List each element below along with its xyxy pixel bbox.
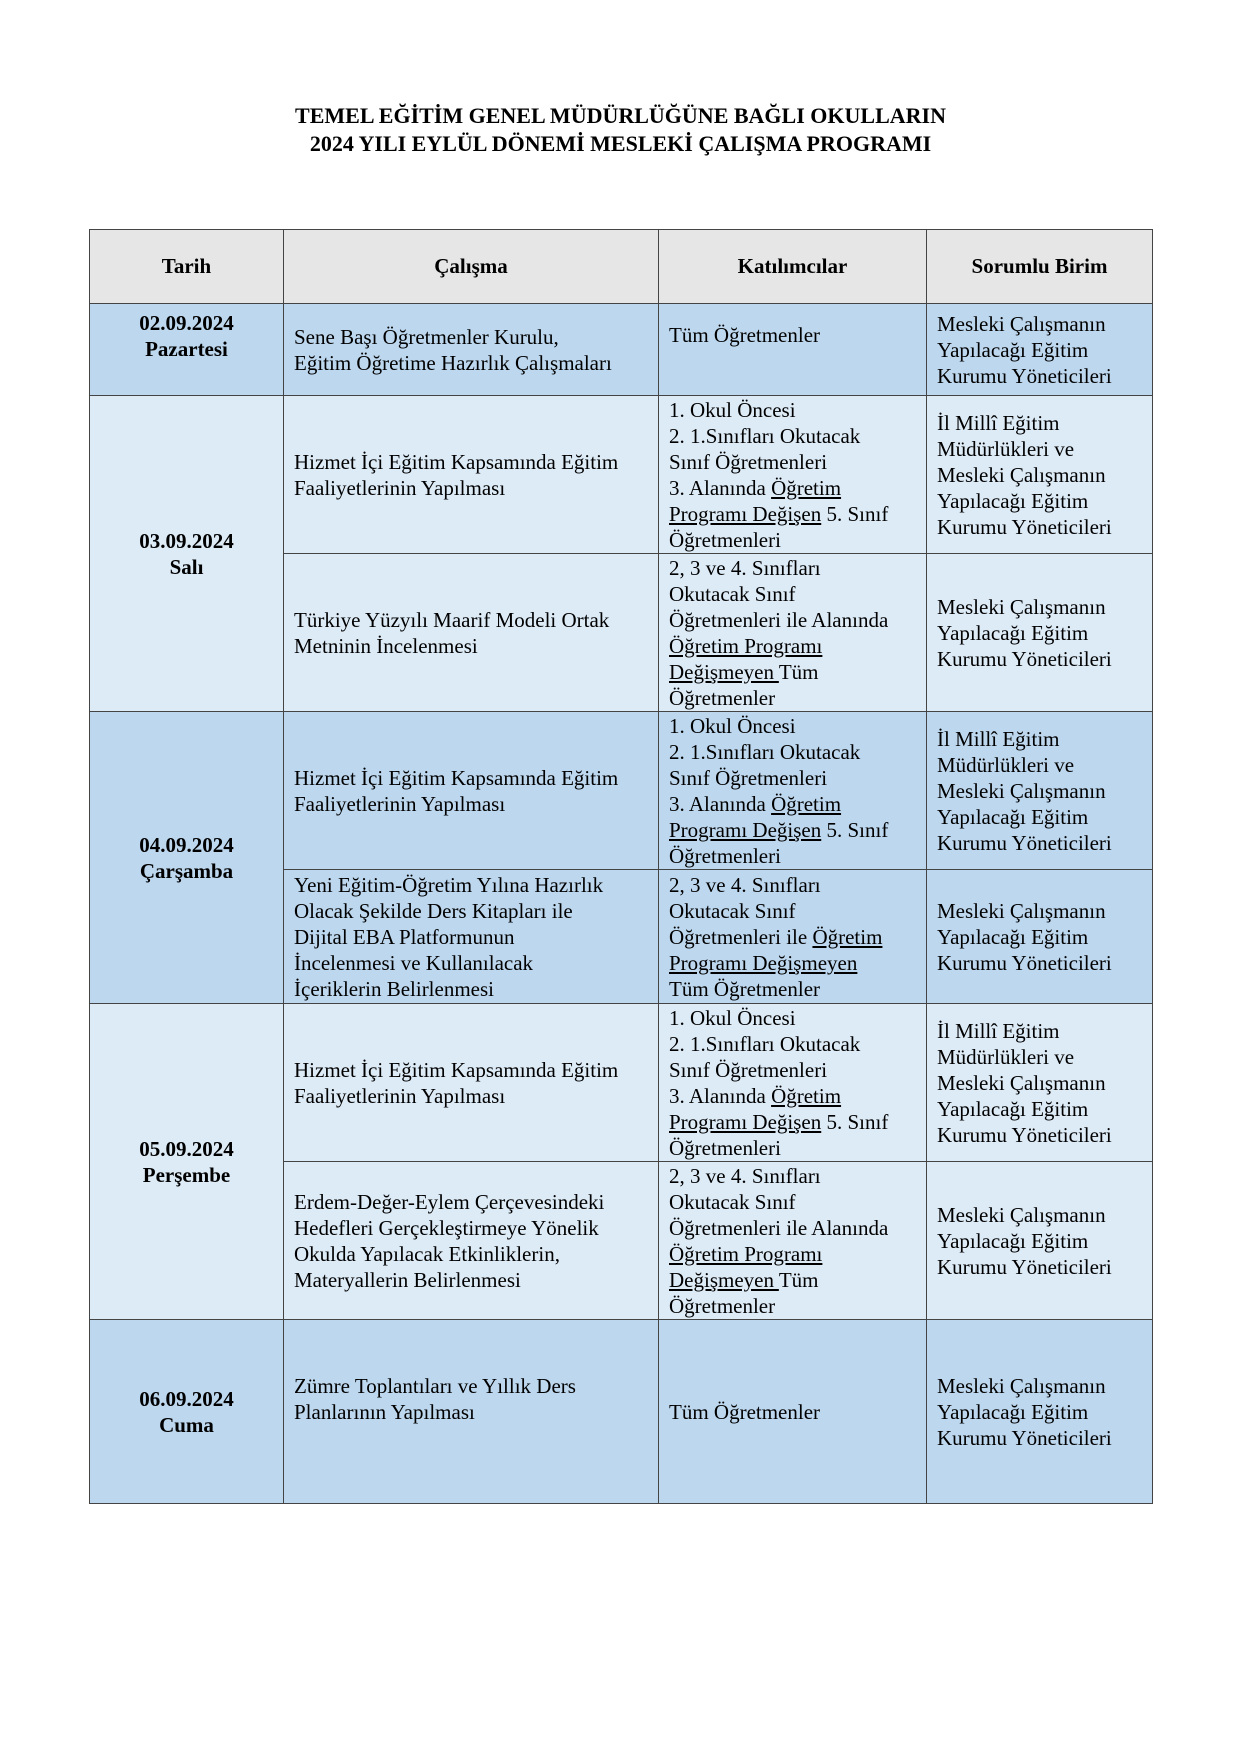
date-cell: 02.09.2024 Pazartesi (90, 304, 284, 396)
program-table (89, 229, 1153, 1504)
participants-cell: 2, 3 ve 4. Sınıfları Okutacak Sınıf Öğretmenleri ile Alanında Öğretim Programı Değişmeyen Tüm Öğretmenler (659, 1162, 927, 1320)
activity-cell: Sene Başı Öğretmenler Kurulu, Eğitim Öğretime Hazırlık Çalışmaları (284, 304, 659, 396)
participants-cell: 2, 3 ve 4. Sınıfları Okutacak Sınıf Öğretmenleri ile Alanında Öğretim Programı Değişmeyen Tüm Öğretmenler (659, 554, 927, 712)
table-row (90, 1320, 1153, 1504)
responsible-cell: Mesleki Çalışmanın Yapılacağı Eğitim Kurumu Yöneticileri (927, 1162, 1153, 1320)
title-line-1: TEMEL EĞİTİM GENEL MÜDÜRLÜĞÜNE BAĞLI OKULLARIN (295, 103, 946, 128)
table-row (90, 1004, 1153, 1162)
activity-cell: Hizmet İçi Eğitim Kapsamında Eğitim Faaliyetlerinin Yapılması (284, 396, 659, 554)
responsible-cell: Mesleki Çalışmanın Yapılacağı Eğitim Kurumu Yöneticileri (927, 870, 1153, 1004)
responsible-cell: İl Millî Eğitim Müdürlükleri ve Mesleki Çalışmanın Yapılacağı Eğitim Kurumu Yöneticileri (927, 712, 1153, 870)
title-line-2: 2024 YILI EYLÜL DÖNEMİ MESLEKİ ÇALIŞMA PROGRAMI (309, 131, 932, 156)
header-calisma: Çalışma (284, 230, 659, 304)
activity-cell: Yeni Eğitim-Öğretim Yılına Hazırlık Olacak Şekilde Ders Kitapları ile Dijital EBA Platformunun İncelenmesi ve Kullanılacak İçeriklerin Belirlenmesi (284, 870, 659, 1004)
page-title (0, 102, 1241, 158)
participants-cell: 2, 3 ve 4. Sınıfları Okutacak Sınıf Öğretmenleri ile Öğretim Programı Değişmeyen Tüm Öğretmenler (659, 870, 927, 1004)
date-cell: 04.09.2024 Çarşamba (90, 712, 284, 1004)
date-cell: 06.09.2024 Cuma (90, 1320, 284, 1504)
activity-cell: Türkiye Yüzyılı Maarif Modeli Ortak Metninin İncelenmesi (284, 554, 659, 712)
date-cell: 03.09.2024 Salı (90, 396, 284, 712)
participants-cell: 1. Okul Öncesi 2. 1.Sınıfları Okutacak Sınıf Öğretmenleri 3. Alanında Öğretim Programı Değişen 5. Sınıf Öğretmenleri (659, 712, 927, 870)
activity-cell: Zümre Toplantıları ve Yıllık Ders Planlarının Yapılması (284, 1320, 659, 1504)
activity-cell: Hizmet İçi Eğitim Kapsamında Eğitim Faaliyetlerinin Yapılması (284, 712, 659, 870)
activity-cell: Erdem-Değer-Eylem Çerçevesindeki Hedefleri Gerçekleştirmeye Yönelik Okulda Yapılacak Etkinliklerin, Materyallerin Belirlenmesi (284, 1162, 659, 1320)
header-row (90, 230, 1153, 304)
header-tarih: Tarih (90, 230, 284, 304)
responsible-cell: Mesleki Çalışmanın Yapılacağı Eğitim Kurumu Yöneticileri (927, 554, 1153, 712)
responsible-cell: İl Millî Eğitim Müdürlükleri ve Mesleki Çalışmanın Yapılacağı Eğitim Kurumu Yöneticileri (927, 396, 1153, 554)
responsible-cell: Mesleki Çalışmanın Yapılacağı Eğitim Kurumu Yöneticileri (927, 1320, 1153, 1504)
participants-cell: Tüm Öğretmenler (659, 304, 927, 396)
responsible-cell: Mesleki Çalışmanın Yapılacağı Eğitim Kurumu Yöneticileri (927, 304, 1153, 396)
participants-cell: 1. Okul Öncesi 2. 1.Sınıfları Okutacak Sınıf Öğretmenleri 3. Alanında Öğretim Programı Değişen 5. Sınıf Öğretmenleri (659, 1004, 927, 1162)
participants-cell: 1. Okul Öncesi 2. 1.Sınıfları Okutacak Sınıf Öğretmenleri 3. Alanında Öğretim Programı Değişen 5. Sınıf Öğretmenleri (659, 396, 927, 554)
activity-cell: Hizmet İçi Eğitim Kapsamında Eğitim Faaliyetlerinin Yapılması (284, 1004, 659, 1162)
table-row (90, 712, 1153, 870)
participants-cell: Tüm Öğretmenler (659, 1320, 927, 1504)
date-cell: 05.09.2024 Perşembe (90, 1004, 284, 1320)
responsible-cell: İl Millî Eğitim Müdürlükleri ve Mesleki Çalışmanın Yapılacağı Eğitim Kurumu Yöneticileri (927, 1004, 1153, 1162)
header-sorumlu-birim: Sorumlu Birim (927, 230, 1153, 304)
table-row (90, 304, 1153, 396)
header-katilimcilar: Katılımcılar (659, 230, 927, 304)
table-row (90, 396, 1153, 554)
